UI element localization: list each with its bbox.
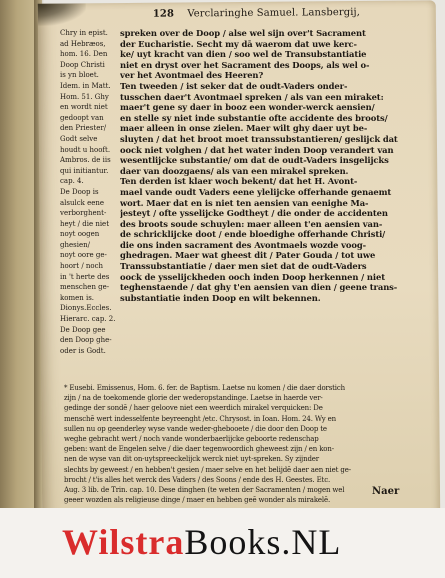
running-title: Verclaringhe Samuel. Lansbergij, (187, 6, 361, 20)
margin-note-line: Godt selve (60, 134, 98, 143)
page-number: 128 (152, 8, 175, 20)
page-corner-stain (38, 3, 86, 25)
text-line: ke/ uyt kracht van dien / soo wel de Transubstantiatie (120, 49, 367, 60)
catchword: Naer (372, 486, 400, 497)
footnote-line: sullen nu op geenderley wyse vande weder-ghebooete / die door den Doop te (64, 424, 327, 433)
main-text (120, 28, 420, 303)
text-line: en stelle sy niet inde substantie ofte accidente des broots/ (120, 112, 388, 123)
footnotes (64, 383, 420, 505)
footnote-line: nen de wyse van dit on-uytspreeckelijck werck niet uyt-spreken. Sy zijnder (64, 455, 319, 464)
text-line: wesentlijcke substantie/ om dat de oudt-Vaders insgelijcks (120, 155, 389, 166)
margin-note-line: noyt oore ge- (60, 251, 107, 260)
text-line: tusschen daer't Avontmael spreken / als van een miraket: (120, 91, 384, 102)
text-line: spreken over de Doop / alse wel sijn over't Sacrament (120, 28, 366, 38)
text-line: die ons inden sacrament des Avontmaels wozde voog- (120, 239, 367, 250)
margin-notes (60, 28, 122, 356)
text-line: der Eucharistie. Secht my dā waerom dat uwe kerc- (120, 38, 357, 49)
margin-note-line: ad Hebræos, (60, 39, 106, 48)
text-line: jesteyt / ofte ysselijcke Godtheyt / die onder de accidenten (120, 208, 388, 219)
margin-note-line: Idem. in Matt. (60, 81, 111, 90)
footnote-line: brocht / t'is alles het werck des Vaders / des Soons / ende des H. Geestes. Etc. (64, 475, 331, 484)
text-line: substantiatie inden Doop en wilt bekennen. (120, 292, 321, 303)
margin-note-line: hom. 16. Den (60, 50, 108, 59)
margin-note-line: is yn bloet. (60, 71, 99, 80)
watermark (62, 521, 341, 563)
margin-note-line: gedoopt van (60, 113, 104, 122)
margin-note-line: den Priester/ (60, 124, 107, 133)
text-line: Transsubstantiatie / daer men siet dat de oudt-Vaders (120, 261, 367, 272)
footnote-line: gedinge der sondē / haer geloove niet een weerdich mirakel verquicken: De (64, 404, 323, 413)
text-line: maer alleen in onse zielen. Maer wilt ghy daer uyt be- (120, 123, 368, 134)
footnote-line: menschē wert indesselfente beyreenght /etc. Chrysost. in Ioan. Hom. 24. Wy en (64, 414, 336, 423)
text-line: teghenstaende / dat ghy t'en aensien van dien / geene trans- (120, 282, 398, 293)
footnote-line: slechts by geweest / en hebben't gesien / maer selve en het belijdē daer aen niet ge- (64, 465, 351, 474)
text-line: de schricklijcke doot / ende bloedighe offerhande Christi/ (120, 229, 386, 240)
text-line: oock niet volghen / dat het water inden Doop verandert van (120, 144, 394, 155)
margin-note-line: ghesien/ (60, 240, 90, 249)
margin-note-line: heyt / die niet (60, 219, 110, 228)
margin-note-line: qui initiantur. (60, 166, 109, 175)
margin-note-line: houdt u hooft. (60, 145, 111, 154)
watermark-colored-part: Wilstra (62, 522, 185, 562)
margin-note-line: in 't herte des (60, 272, 110, 281)
text-line: wort. Maer dat en is niet ten aensien van eenighe Ma- (120, 197, 369, 208)
footnote-line: * Eusebi. Emissenus, Hom. 6. fer. de Baptism. Laetse nu komen / die daer dorstich (64, 384, 346, 392)
text-line: sluyten / dat het broot moet transsubstantieren/ geslijck dat (120, 133, 398, 144)
text-line: Ten derden ist klaer woch bekent/ dat het H. Avont- (120, 176, 358, 187)
text-line: niet en dryst over het Sacrament des Doops, als wel o- (120, 59, 370, 70)
margin-note-line: Ambros. de iis (60, 156, 111, 165)
margin-note-line: en wordt niet (60, 103, 108, 112)
margin-note-line: den Doop ghe- (60, 336, 112, 345)
margin-note-line: De Doop is (60, 187, 99, 196)
footnote-line: zijn / na de toekomende glorie der wederopstandinge. Laetse in haerde ver- (64, 394, 323, 403)
margin-note-line: cap. 4. (60, 177, 84, 186)
margin-note-line: komen is. (60, 293, 95, 302)
running-header (153, 6, 413, 19)
margin-note-line: Chry in epist. (60, 29, 108, 37)
text-line: mael vande oudt Vaders eene ylelijcke offerhande genaemt (120, 186, 392, 197)
margin-note-line: alsulck eene (60, 198, 105, 207)
margin-note-line: verborghent- (60, 209, 107, 218)
text-line: des broots soude schuylen: maer alleen t'en aensien van- (120, 218, 383, 229)
margin-note-line: Doop Christi (60, 60, 105, 69)
margin-note-line: Dionys.Eccles. (60, 304, 112, 313)
margin-note-line: Hom. 51. Ghy (60, 92, 109, 101)
text-line: daer van doozgaens/ als van een mirakel spreken. (120, 165, 349, 176)
margin-note-line: Hierarc. cap. 2. (60, 315, 116, 324)
footnote-line: Aug. 3 lib. de Trin. cap. 10. Dese dinghen (te weten der Sacramenten / mogen wel (64, 485, 345, 494)
text-line: oock de ysselijckheden ooch inden Doop herkennen / niet (120, 271, 385, 282)
footnote-line: weghe gebracht wert / noch vande wonderbaerlijcke geboorte redenschap (64, 434, 319, 443)
footnote-line: geeer wozden als religieuse dinge / maer en hebben geē wonder als mirakelē. (64, 496, 331, 505)
margin-note-line: menschen ge- (60, 283, 110, 292)
text-line: Ten tweeden / ist seker dat de oudt-Vaders onder- (120, 80, 348, 91)
text-line: maer't gene sy daer in booz een wonder-werck aensien/ (120, 102, 375, 113)
text-line: ghedragen. Maer wat gheest dit / Pater Gouda / tot uwe (120, 250, 376, 261)
margin-note-line: noyt oogen (60, 230, 100, 239)
margin-note-line: hoort / noch (60, 262, 104, 271)
text-line: ver het Avontmael des Heeren? (120, 70, 264, 81)
margin-note-line: De Doop gee (60, 325, 106, 334)
footnote-line: geben: want de Engelen selve / die daer tegenwoordich gheweest zijn / en kon- (64, 445, 334, 454)
watermark-dark-part: Books.NL (184, 522, 342, 562)
margin-note-line: oder is Godt. (60, 346, 106, 355)
